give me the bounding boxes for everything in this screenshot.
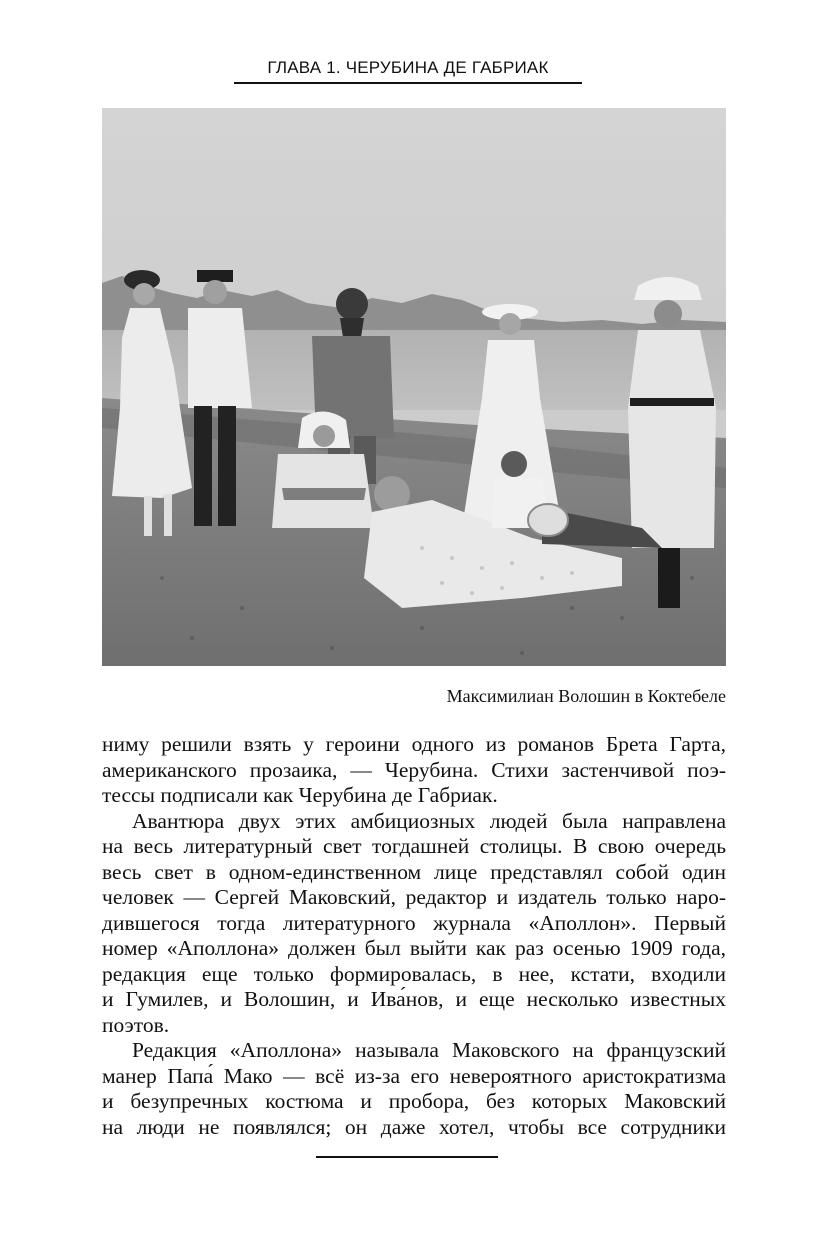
text-line: и безупречных костюма и пробора, без которых Маковский	[102, 1089, 726, 1113]
text-line: поэтов.	[102, 1012, 170, 1037]
text-line: весь свет в одном-единственном лице представлял собой один	[102, 859, 726, 884]
text-line: Авантюра двух этих амбициозных людей была направлена	[132, 808, 726, 833]
body-text	[102, 732, 726, 1140]
header-rule	[234, 82, 582, 84]
running-head: ГЛАВА 1. ЧЕРУБИНА ДЕ ГАБРИАК	[267, 58, 549, 77]
text-line: ниму решили взять у героини одного из романов Брета Гарта,	[102, 732, 726, 756]
text-line: на весь литературный свет тогдашней столицы. В свою очередь	[102, 834, 726, 858]
text-line: американского прозаика, — Черубина. Стихи застенчивой поэ-	[102, 757, 726, 782]
photo-caption: Максимилиан Волошин в Коктебеле	[446, 686, 726, 706]
text-line: на люди не появлялся; он даже хотел, чтобы все сотрудники	[102, 1114, 726, 1139]
photo-illustration	[102, 108, 726, 666]
beach-group-photo	[102, 108, 726, 666]
text-line: номер «Аполлона» должен был выйти как раз осенью 1909 года,	[102, 936, 726, 960]
text-line: тессы подписали как Черубина де Габриак.	[102, 783, 498, 807]
text-line: редакция еще только формировалась, в нее, кстати, входили	[102, 961, 726, 986]
text-line: и Гумилев, и Волошин, и Ива́нов, и еще несколько известных	[102, 987, 726, 1011]
text-line: манер Папа́ Мако — всё из-за его невероятного аристократизма	[102, 1063, 726, 1088]
text-line: Редакция «Аполлона» называла Маковского на французский	[132, 1038, 726, 1062]
text-line: человек — Сергей Маковский, редактор и издатель только наро-	[102, 885, 726, 909]
footer-rule	[316, 1156, 498, 1158]
text-line: дившегося тогда литературного журнала «Аполлон». Первый	[102, 910, 726, 935]
